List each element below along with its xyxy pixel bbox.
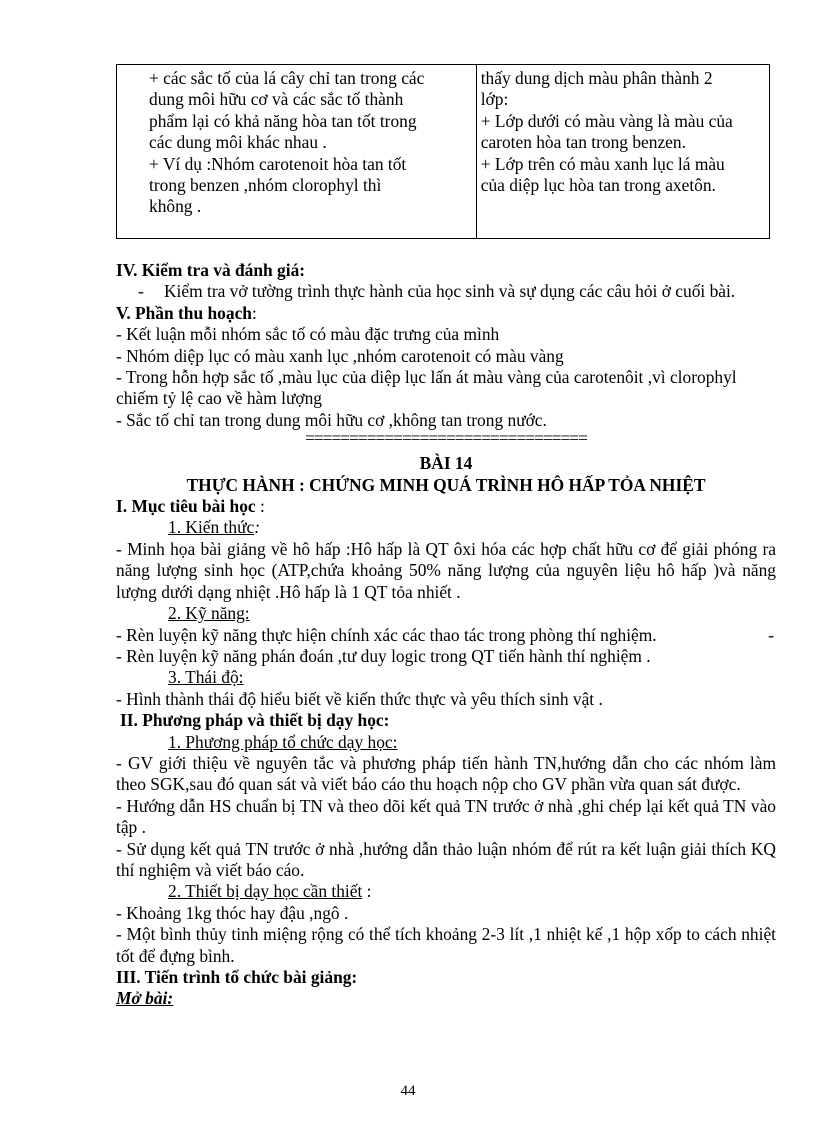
bullet-text: Kiểm tra vở tường trình thực hành của học sinh và sự dụng các câu hỏi ở cuối bài.: [164, 281, 736, 302]
table-line: của diệp lục hòa tan trong axetôn.: [480, 175, 716, 196]
table-cell-right: [476, 65, 769, 239]
subheading: [116, 881, 776, 902]
trailing-dash: -: [768, 624, 774, 645]
list-item: - Trong hỗn hợp sắc tố ,màu lục của diệp lục lấn át màu vàng của carotenôit ,vì clorophyl chiếm tỷ lệ cao về hàm lượng: [116, 367, 737, 409]
table-cell-left: [117, 65, 477, 239]
heading-text: I. Mục tiêu bài học: [116, 496, 256, 517]
table-line: thấy dung dịch màu phân thành 2: [480, 68, 713, 88]
section-heading: [116, 303, 776, 324]
table-line: caroten hòa tan trong benzen.: [480, 132, 686, 153]
paragraph: - Minh họa bài giảng về hô hấp :Hô hấp là QT ôxi hóa các hợp chất hữu cơ để giải phóng ra năng lượng sinh học (ATP,chứa khoảng 50% năng lượng của nguyên liệu hô hấp )và năng lượng dưới dạng nhiệt .Hô hấp là 1 QT tỏa nhiết .: [116, 538, 776, 602]
paragraph: - Hướng dẫn HS chuẩn bị TN và theo dõi kết quả TN trước ở nhà ,ghi chép lại kết quả TN vào tập .: [116, 795, 776, 838]
list-item: - Kết luận mỗi nhóm sắc tố có màu đặc trưng của mình: [116, 324, 500, 345]
subheading-text: 1. Phương pháp tổ chức dạy học:: [168, 731, 398, 752]
subheading-suffix: :: [362, 881, 372, 902]
section-heading: III. Tiến trình tổ chức bài giảng:: [116, 967, 358, 987]
subheading: [116, 667, 776, 688]
section-heading: II. Phương pháp và thiết bị dạy học:: [120, 710, 390, 731]
section-heading: IV. Kiểm tra và đánh giá:: [116, 260, 306, 280]
table-line: + các sắc tố của lá cây chỉ tan trong các: [149, 68, 425, 88]
list-item: - Nhóm diệp lục có màu xanh lục ,nhóm carotenoit có màu vàng: [116, 345, 564, 366]
subheading-text: 3. Thái độ:: [168, 667, 244, 688]
lesson-number: BÀI 14: [419, 453, 473, 474]
paragraph: - GV giới thiệu về nguyên tắc và phương pháp tiến hành TN,hướng dẫn cho các nhóm làm theo SGK,sau đó quan sát và viết báo cáo thu hoạch nộp cho GV phần vừa quan sát được.: [116, 752, 776, 795]
subheading-text: 2. Kỹ năng:: [168, 603, 250, 624]
table-line: phẩm lại có khả năng hòa tan tốt trong: [149, 110, 417, 131]
heading-text: V. Phần thu hoạch: [116, 302, 252, 323]
bullet-dash: -: [138, 281, 144, 302]
list-item: - Một bình thủy tinh miệng rộng có thể tích khoảng 2-3 lít ,1 nhiệt kế ,1 hộp xốp to cách nhiệt tốt để đựng bình.: [116, 924, 776, 966]
list-item: - Khoảng 1kg thóc hay đậu ,ngô .: [116, 902, 349, 923]
subheading-text: 2. Thiết bị dạy học cần thiết: [168, 881, 363, 902]
table-line: các dung môi khác nhau .: [149, 132, 327, 153]
subheading: [116, 517, 776, 538]
subheading-text: 1. Kiến thức: [168, 517, 255, 538]
table-line: + Ví dụ :Nhóm carotenoit hòa tan tốt: [149, 153, 407, 174]
subheading: [116, 732, 776, 753]
paragraph: - Sử dụng kết quả TN trước ở nhà ,hướng dẫn thảo luận nhóm để rút ra kết luận giải thích KQ thí nghiệm và viết báo cáo.: [116, 838, 776, 880]
table-line: không .: [149, 196, 202, 217]
document-page: [116, 64, 776, 1010]
heading-suffix: :: [255, 496, 265, 517]
list-item: - Rèn luyện kỹ năng phán đoán ,tư duy logic trong QT tiến hành thí nghiệm .: [116, 645, 651, 666]
list-item: - Sắc tố chỉ tan trong dung môi hữu cơ ,không tan trong nước.: [116, 409, 547, 430]
subheading: [116, 603, 776, 624]
page-number: 44: [400, 1083, 416, 1099]
answer-table: [116, 64, 770, 239]
subheading-suffix: :: [254, 517, 261, 538]
table-line: dung môi hữu cơ và các sắc tố thành: [149, 89, 404, 110]
intro-label: Mở bài:: [116, 988, 174, 1009]
separator-line: ================================: [305, 428, 587, 449]
table-line: + Lớp trên có màu xanh lục lá màu: [480, 153, 725, 174]
section-heading: [116, 496, 776, 517]
table-line: lớp:: [480, 89, 509, 110]
heading-suffix: :: [251, 302, 257, 323]
list-item: - Hình thành thái độ hiểu biết về kiến thức thực và yêu thích sinh vật .: [116, 688, 603, 709]
table-line: trong benzen ,nhóm clorophyl thì: [149, 175, 382, 196]
lesson-title: THỰC HÀNH : CHỨNG MINH QUÁ TRÌNH HÔ HẤP TỎA NHIỆT: [186, 474, 706, 495]
list-item: [116, 625, 776, 646]
list-item: [116, 281, 776, 302]
list-item-text: - Rèn luyện kỹ năng thực hiện chính xác các thao tác trong phòng thí nghiệm.: [116, 624, 657, 645]
table-line: + Lớp dưới có màu vàng là màu của: [480, 110, 733, 131]
